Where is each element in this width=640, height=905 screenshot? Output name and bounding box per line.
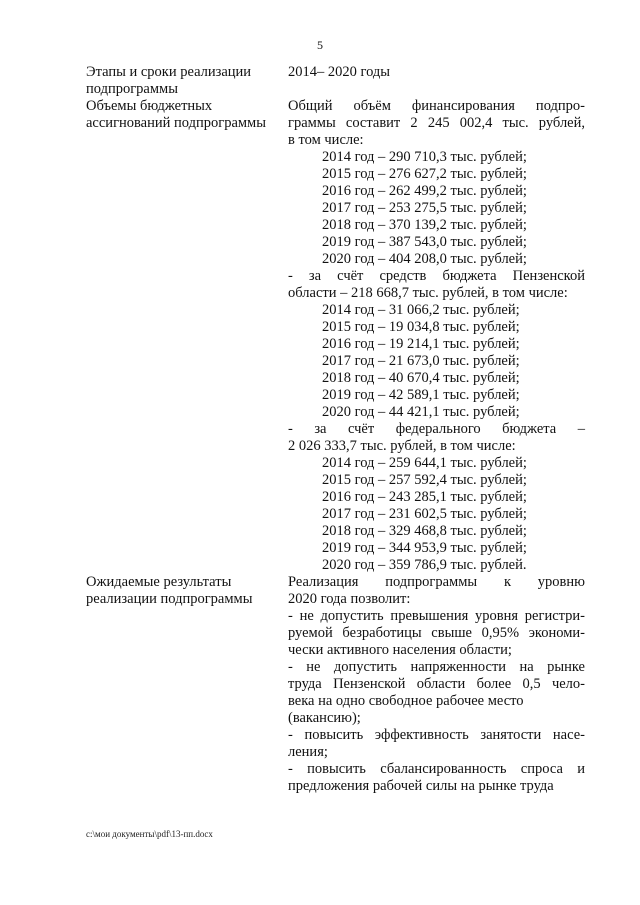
federal-line: 2 026 333,7 тыс. рублей, в том числе: <box>288 438 516 454</box>
result-line: - повысить сбалансированность спроса и <box>288 761 585 777</box>
label-stages: Этапы и сроки реализации подпрограммы <box>86 64 252 97</box>
federal-year-line: 2019 год – 344 953,9 тыс. рублей; <box>322 540 527 556</box>
value-budget <box>288 98 585 574</box>
total-year-line: 2020 год – 404 208,0 тыс. рублей; <box>322 251 527 267</box>
result-line: 2020 года позволит: <box>288 591 411 607</box>
regional-year-line: 2014 год – 31 066,2 тыс. рублей; <box>322 302 520 318</box>
regional-year-line: 2017 год – 21 673,0 тыс. рублей; <box>322 353 520 369</box>
result-line: века на одно свободное рабочее место <box>288 693 524 709</box>
result-line: - не допустить напряженности на рынке <box>288 659 585 675</box>
budget-intro-line: Общий объём финансирования подпро- <box>288 98 585 114</box>
regional-year-line: 2018 год – 40 670,4 тыс. рублей; <box>322 370 520 386</box>
result-line: - не допустить превышения уровня регистри- <box>288 608 585 624</box>
value-stages: 2014– 2020 годы <box>288 64 391 80</box>
budget-intro-line: граммы составит 2 245 002,4 тыс. рублей, <box>288 115 585 131</box>
result-line: труда Пензенской области более 0,5 чело- <box>288 676 585 692</box>
result-line: руемой безработицы свыше 0,95% экономи- <box>288 625 585 641</box>
federal-line: - за счёт федерального бюджета – <box>288 421 585 437</box>
regional-year-line: 2020 год – 44 421,1 тыс. рублей; <box>322 404 520 420</box>
page-number: 5 <box>317 38 323 52</box>
result-line: Реализация подпрограммы к уровню <box>288 574 585 590</box>
regional-year-line: 2016 год – 19 214,1 тыс. рублей; <box>322 336 520 352</box>
total-year-line: 2019 год – 387 543,0 тыс. рублей; <box>322 234 527 250</box>
regional-year-line: 2019 год – 42 589,1 тыс. рублей; <box>322 387 520 403</box>
total-year-line: 2016 год – 262 499,2 тыс. рублей; <box>322 183 527 199</box>
total-year-line: 2015 год – 276 627,2 тыс. рублей; <box>322 166 527 182</box>
federal-year-line: 2017 год – 231 602,5 тыс. рублей; <box>322 506 527 522</box>
regional-year-line: 2015 год – 19 034,8 тыс. рублей; <box>322 319 520 335</box>
budget-intro-line: в том числе: <box>288 132 364 148</box>
label-budget: Объемы бюджетных ассигнований подпрограммы <box>86 98 266 131</box>
federal-year-line: 2020 год – 359 786,9 тыс. рублей. <box>322 557 527 573</box>
federal-year-line: 2018 год – 329 468,8 тыс. рублей; <box>322 523 527 539</box>
total-year-line: 2017 год – 253 275,5 тыс. рублей; <box>322 200 527 216</box>
result-line: предложения рабочей силы на рынке труда <box>288 778 554 794</box>
value-expected-results <box>288 574 585 795</box>
result-line: (вакансию); <box>288 710 361 726</box>
result-line: чески активного населения области; <box>288 642 512 658</box>
regional-line: - за счёт средств бюджета Пензенской <box>288 268 585 284</box>
result-line: ления; <box>288 744 328 760</box>
regional-line: области – 218 668,7 тыс. рублей, в том числе: <box>288 285 568 301</box>
federal-year-line: 2016 год – 243 285,1 тыс. рублей; <box>322 489 527 505</box>
federal-year-line: 2015 год – 257 592,4 тыс. рублей; <box>322 472 527 488</box>
total-year-line: 2014 год – 290 710,3 тыс. рублей; <box>322 149 527 165</box>
file-path-footer: c:\мои документы\pdf\13-пп.docx <box>86 829 213 839</box>
label-expected-results: Ожидаемые результаты реализации подпрограммы <box>86 574 253 607</box>
total-year-line: 2018 год – 370 139,2 тыс. рублей; <box>322 217 527 233</box>
federal-year-line: 2014 год – 259 644,1 тыс. рублей; <box>322 455 527 471</box>
result-line: - повысить эффективность занятости насе- <box>288 727 585 743</box>
